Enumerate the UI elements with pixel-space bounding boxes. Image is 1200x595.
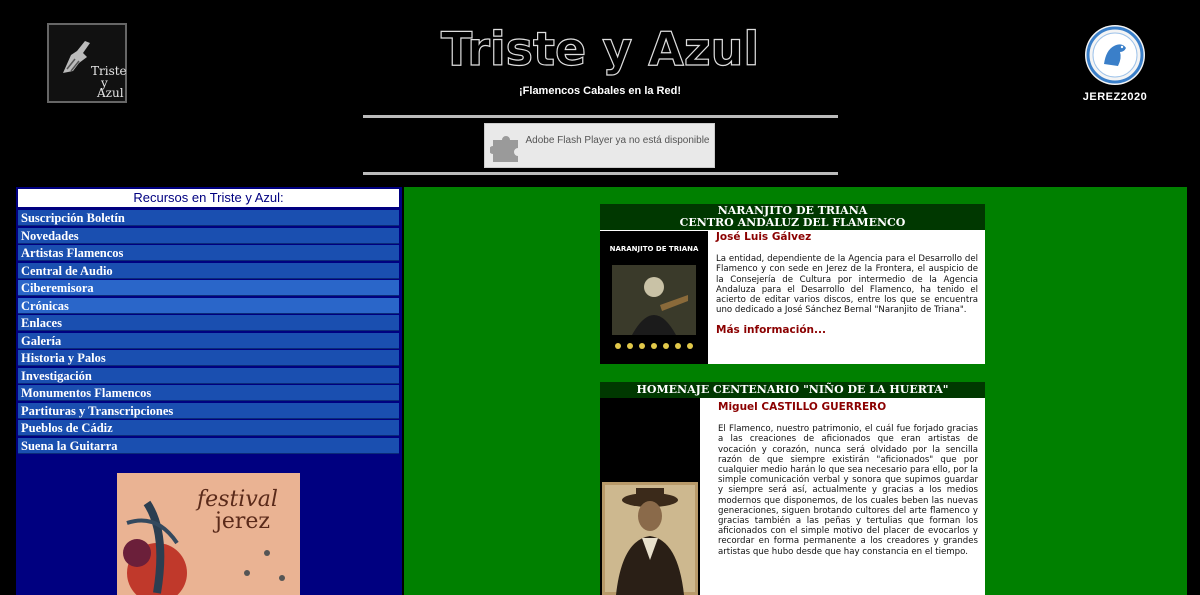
logo-word-y: y xyxy=(101,76,108,90)
sidebar-menu xyxy=(18,210,399,455)
sidebar-item-enlaces[interactable]: Enlaces xyxy=(18,315,399,331)
article-heading xyxy=(600,382,985,398)
article-heading-line1: HOMENAJE CENTENARIO "NIÑO DE LA HUERTA" xyxy=(636,383,949,396)
sidebar-item-ciberemisora[interactable]: Ciberemisora xyxy=(18,280,399,296)
sidebar-item-cronicas[interactable]: Crónicas xyxy=(18,298,399,314)
sidebar-item-historia[interactable]: Historia y Palos xyxy=(18,350,399,366)
jerez2020-label: JEREZ2020 xyxy=(1082,91,1148,103)
sidebar-item-pueblos[interactable]: Pueblos de Cádiz xyxy=(18,420,399,436)
sidebar-item-partituras[interactable]: Partituras y Transcripciones xyxy=(18,403,399,419)
article-heading-line1: NARANJITO DE TRIANA xyxy=(717,204,868,217)
sidebar-item-monumentos[interactable]: Monumentos Flamencos xyxy=(18,385,399,401)
sidebar xyxy=(16,187,402,595)
article-body xyxy=(716,232,978,336)
horse-badge-icon xyxy=(1084,24,1146,86)
site-tagline: ¡Flamencos Cabales en la Red! xyxy=(519,85,681,97)
sidebar-item-galeria[interactable]: Galería xyxy=(18,333,399,349)
divider-bottom xyxy=(363,172,838,175)
more-info-link[interactable]: Más información... xyxy=(716,324,826,337)
sidebar-item-guitarra[interactable]: Suena la Guitarra xyxy=(18,438,399,454)
flash-notice: Adobe Flash Player ya no está disponible xyxy=(525,135,710,146)
sidebar-item-investigacion[interactable]: Investigación xyxy=(18,368,399,384)
article-text: La entidad, dependiente de la Agencia para el Desarrollo del Flamenco y con sede en Jerez de la Frontera, el auspicio de la Consejería de Cultura por intermedio de la Agencia Andaluza para el Desarrollo del Flamenco, ha tenido el acierto de editar varios discos, entre los que se encuentra uno dedicado a José Sánchez Bernal "Naranjito de Triana". xyxy=(716,254,978,316)
sidebar-item-suscripcion[interactable]: Suscripción Boletín xyxy=(18,210,399,226)
article-text: El Flamenco, nuestro patrimonio, el cuál fue forjado gracias a las creaciones de aficionados que eran artistas de vocación y corazón, nunca será olvidado por la sencilla razón de que siempre existirán "aficionados" que por cualquier medio harán lo que sea necesario para ello, por la simple comunicación verbal y sonora que supimos guardar y siempre será así, actualmente y gracias a los medios modernos que disponemos, de los cuales beben las nuevas generaciones, siguen brotando cultores del arte flamenco y gracias también a las peñas y tertulias que forman los aficionados con el simple motivo del placer de evocarlos y recordar en forma permanente a los creadores y grandes artistas que hubo desde que hay constancia en el tiempo. xyxy=(718,424,978,557)
article-heading xyxy=(600,204,985,230)
article-author[interactable]: José Luis Gálvez xyxy=(716,231,812,243)
divider-top xyxy=(363,115,838,118)
site-title: Triste y Azul xyxy=(440,22,760,76)
album-cover-art xyxy=(612,265,696,335)
article-author[interactable]: Miguel CASTILLO GUERRERO xyxy=(718,401,887,413)
main-content xyxy=(404,187,1187,595)
album-cover[interactable] xyxy=(600,231,708,364)
jerez2020-logo[interactable] xyxy=(1084,24,1146,86)
article-heading-line2: CENTRO ANDALUZ DEL FLAMENCO xyxy=(679,216,906,229)
portrait-photo[interactable] xyxy=(602,482,698,595)
sidebar-item-artistas[interactable]: Artistas Flamencos xyxy=(18,245,399,261)
poster-word-festival: festival xyxy=(197,487,278,512)
poster-word-jerez: jerez xyxy=(215,509,270,534)
sidebar-item-central-audio[interactable]: Central de Audio xyxy=(18,263,399,279)
flash-placeholder xyxy=(484,123,715,168)
album-dots xyxy=(612,339,696,353)
festival-jerez-poster[interactable] xyxy=(117,473,300,595)
album-cover-title: NARANJITO DE TRIANA xyxy=(609,245,699,253)
portrait-photo-frame xyxy=(600,398,700,595)
article-card xyxy=(600,204,985,364)
sidebar-item-novedades[interactable]: Novedades xyxy=(18,228,399,244)
plugin-puzzle-icon xyxy=(490,130,524,164)
article-card xyxy=(600,382,985,595)
article-body xyxy=(718,402,978,557)
logo-word-azul: Azul xyxy=(97,86,124,100)
logo-word-triste: Triste xyxy=(91,64,127,78)
sidebar-title: Recursos en Triste y Azul: xyxy=(18,189,399,207)
